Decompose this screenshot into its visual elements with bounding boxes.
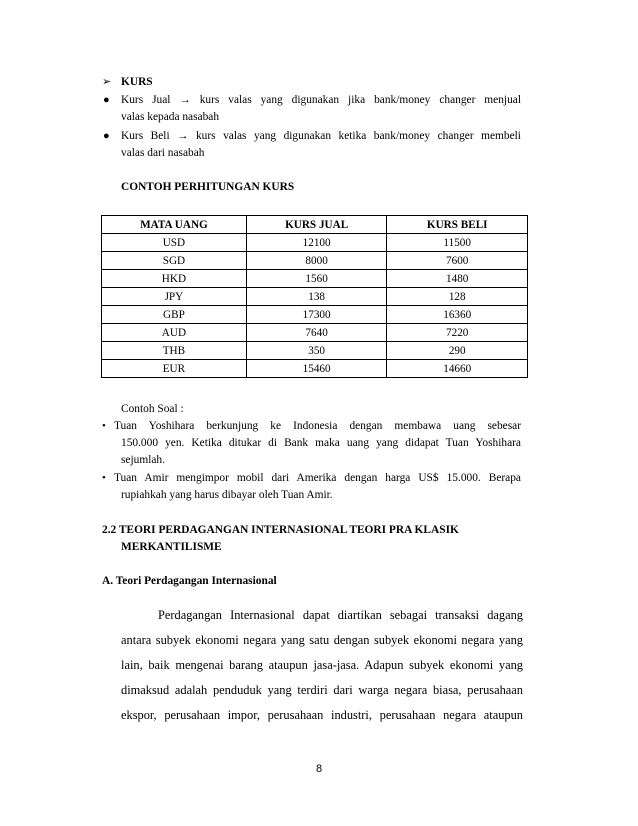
buy-rate-cell: 128 xyxy=(387,288,528,306)
paragraph-line: Perdagangan Internasional dapat diartikan sebagai transaksi dagang xyxy=(158,608,523,622)
paragraph-line: ekspor, perusahaan impor, perusahaan industri, perusahaan negara ataupun xyxy=(121,708,523,722)
currency-cell: JPY xyxy=(102,288,247,306)
bullet-icon: ● xyxy=(103,130,110,142)
currency-cell: HKD xyxy=(102,270,247,288)
sell-rate-cell: 138 xyxy=(246,288,387,306)
currency-cell: USD xyxy=(102,234,247,252)
table-row xyxy=(102,324,528,342)
kurs-beli-line1: kurs valas yang digunakan ketika bank/money changer membeli xyxy=(195,130,521,142)
buy-rate-cell: 7600 xyxy=(387,252,528,270)
currency-cell: THB xyxy=(102,342,247,360)
soal-2-line2: rupiahkah yang harus dibayar oleh Tuan Amir. xyxy=(121,489,333,501)
kurs-jual-line2: valas kepada nasabah xyxy=(121,111,220,123)
header-buy-rate: KURS BELI xyxy=(387,216,528,234)
soal-2-line1: Tuan Amir mengimpor mobil dari Amerika dengan harga US$ 15.000. Berapa xyxy=(114,472,521,484)
table-row xyxy=(102,270,528,288)
sell-rate-cell: 17300 xyxy=(246,306,387,324)
kurs-heading: KURS xyxy=(121,76,153,88)
soal-1-line3: sejumlah. xyxy=(121,454,165,466)
paragraph-line: dimaksud adalah penduduk yang terdiri dari warga negara biasa, perusahaan xyxy=(121,683,523,697)
soal-1-line1: Tuan Yoshihara berkunjung ke Indonesia dengan membawa uang sebesar xyxy=(114,420,521,432)
paragraph-line: antara subyek ekonomi negara yang satu dengan subyek ekonomi negara yang xyxy=(121,633,523,647)
table-row xyxy=(102,234,528,252)
table-row xyxy=(102,360,528,378)
header-currency: MATA UANG xyxy=(102,216,247,234)
sell-rate-cell: 350 xyxy=(246,342,387,360)
kurs-beli-line2: valas dari nasabah xyxy=(121,147,205,159)
buy-rate-cell: 14660 xyxy=(387,360,528,378)
kurs-jual-definition xyxy=(121,93,521,107)
bullet-icon: • xyxy=(102,472,106,484)
sell-rate-cell: 12100 xyxy=(246,234,387,252)
page-number: 8 xyxy=(315,763,323,775)
sell-rate-cell: 7640 xyxy=(246,324,387,342)
kurs-jual-term: Kurs Jual xyxy=(121,94,171,106)
currency-cell: SGD xyxy=(102,252,247,270)
header-sell-rate: KURS JUAL xyxy=(246,216,387,234)
table-header-row xyxy=(102,216,528,234)
right-arrow-icon: → xyxy=(177,130,189,142)
right-arrow-icon: → xyxy=(179,94,191,106)
currency-cell: EUR xyxy=(102,360,247,378)
kurs-beli-term: Kurs Beli xyxy=(121,130,170,142)
currency-cell: AUD xyxy=(102,324,247,342)
subsection-a-title: A. Teori Perdagangan Internasional xyxy=(102,575,277,587)
currency-cell: GBP xyxy=(102,306,247,324)
paragraph-line: lain, baik mengenai barang ataupun jasa-jasa. Adapun subyek ekonomi yang xyxy=(121,658,523,672)
bullet-icon: • xyxy=(102,420,106,432)
buy-rate-cell: 16360 xyxy=(387,306,528,324)
sell-rate-cell: 8000 xyxy=(246,252,387,270)
bullet-icon: ● xyxy=(103,94,110,106)
soal-1-line2: 150.000 yen. Ketika ditukar di Bank maka uang yang didapat Tuan Yoshihara xyxy=(121,437,521,449)
sell-rate-cell: 1560 xyxy=(246,270,387,288)
section-22-heading-line2: MERKANTILISME xyxy=(121,541,222,553)
kurs-jual-line1: kurs valas yang digunakan jika bank/money changer menjual xyxy=(199,94,521,106)
table-row xyxy=(102,342,528,360)
section-22-heading: 2.2 TEORI PERDAGANGAN INTERNASIONAL TEORI PRA KLASIK xyxy=(102,524,459,536)
buy-rate-cell: 7220 xyxy=(387,324,528,342)
table-row xyxy=(102,288,528,306)
buy-rate-cell: 290 xyxy=(387,342,528,360)
sell-rate-cell: 15460 xyxy=(246,360,387,378)
contoh-soal-label: Contoh Soal : xyxy=(121,403,184,415)
kurs-beli-definition xyxy=(121,129,521,143)
exchange-rate-table xyxy=(101,215,528,378)
buy-rate-cell: 1480 xyxy=(387,270,528,288)
arrow-bullet-icon: ➢ xyxy=(102,76,112,88)
example-title: CONTOH PERHITUNGAN KURS xyxy=(121,181,295,193)
buy-rate-cell: 11500 xyxy=(387,234,528,252)
table-row xyxy=(102,252,528,270)
table-row xyxy=(102,306,528,324)
